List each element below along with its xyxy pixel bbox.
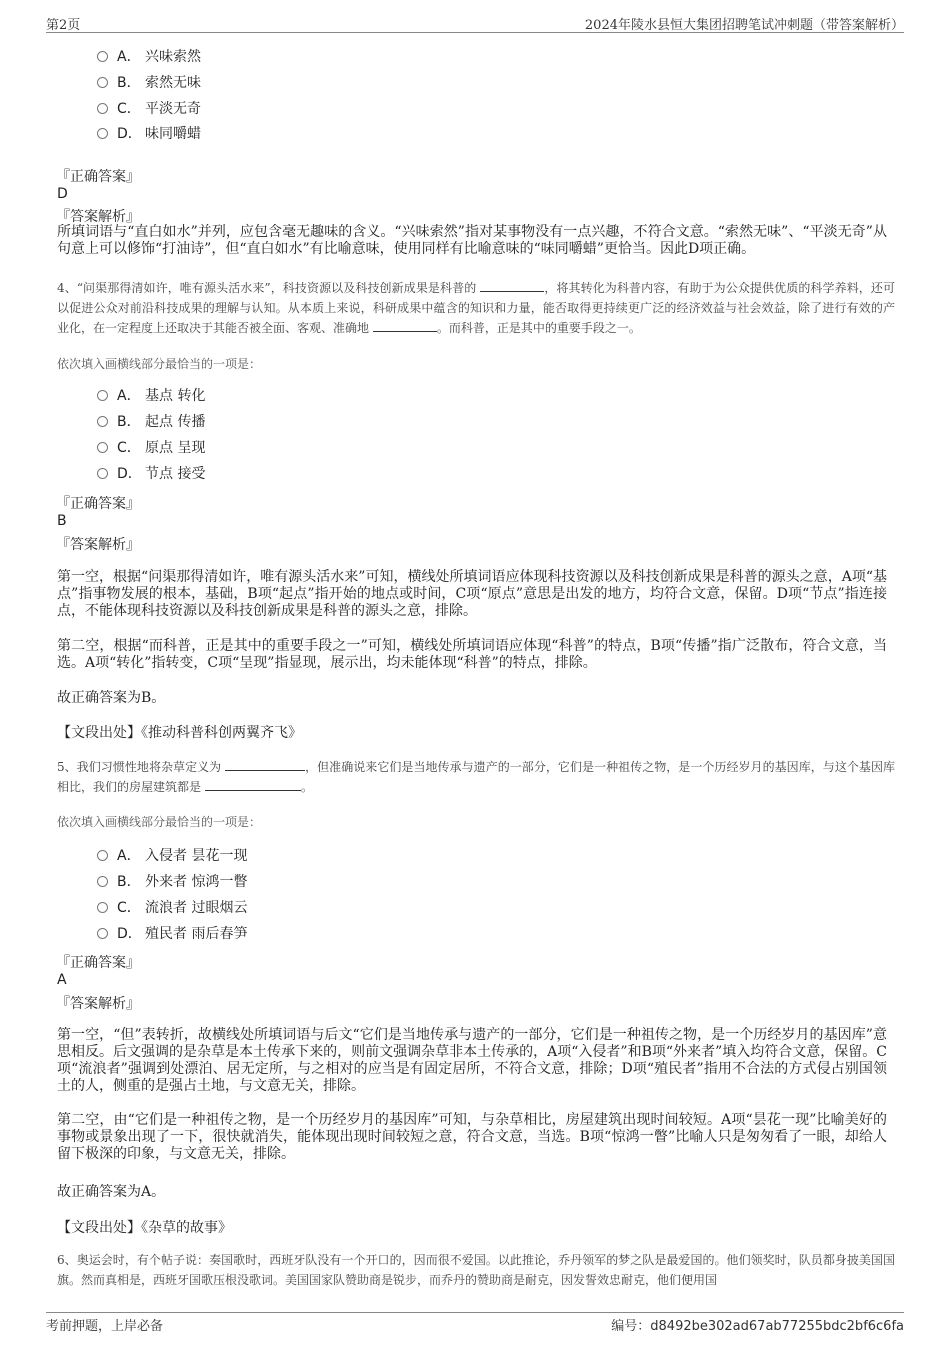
q3-correct-label: 『正确答案』 bbox=[56, 169, 140, 185]
q5-conclusion: 故正确答案为A。 bbox=[57, 1184, 166, 1200]
q5-question: 5、我们习惯性地将杂草定义为 ，但准确说来它们是当地传承与遗产的一部分，它们是一种祖传之物，是一个历经岁月的基因库，与这个基因库相比，我们的房屋建筑都是 。 bbox=[57, 760, 895, 794]
q3-analysis: 所填词语与“直白如水”并列，应包含毫无趣味的含义。“兴味索然”指对某事物没有一点兴趣，不符合文意。“索然无味”、“平淡无奇”从句意上可以修饰“打油诗”，但“直白如水”有比喻意味，使用同样有比喻意味的“味同嚼蜡”更恰当。因此D项正确。 bbox=[57, 224, 887, 257]
footer-slogan: 考前押题，上岸必备 bbox=[46, 1319, 164, 1334]
q5-analysis-2: 第二空，由“它们是一种祖传之物，是一个历经岁月的基因库”可知，与杂草相比，房屋建筑出现时间较短。A项“昙花一现”比喻美好的事物或景象出现了一下，很快就消失，能体现出现时间较短之意，符合文意，当选。B项“惊鸿一瞥”比喻人只是匆匆看了一眼，却给人留下极深的印象，与文意无关，排除。 bbox=[57, 1112, 887, 1162]
q3-option-c[interactable]: C． 平淡无奇 bbox=[97, 98, 201, 120]
q4-question: 4、“问渠那得清如许，唯有源头活水来”，科技资源以及科技创新成果是科普的 ，将其转化为科普内容，有助于为公众提供优质的科学养料，还可以促进公众对前沿科技成果的理解与认知。从本质上来说，科研成果中蕴含的知识和力量，能否取得更持续更广泛的经济效益与社会效益，除了进行有效的产业化，在一定程度上还取决于其能否被全面、客观、准确地 。而科普，正是其中的重要手段之一。 bbox=[57, 281, 895, 335]
q3-option-d[interactable]: D． 味同嚼蜡 bbox=[97, 123, 201, 145]
q6-question: 6、奥运会时，有个帖子说：奏国歌时，西班牙队没有一个开口的，因而很不爱国。以此推论，乔丹领军的梦之队是最爱国的。他们领奖时，队员都身披美国国旗。然而真相是，西班牙国歌压根没歌词。美国国家队赞助商是锐步，而乔丹的赞助商是耐克，因发誓效忠耐克，他们便用国 bbox=[57, 1253, 895, 1287]
blank-line bbox=[225, 758, 305, 771]
q3-option-b[interactable]: B． 索然无味 bbox=[97, 72, 201, 94]
q4-analysis-2: 第二空，根据“而科普，正是其中的重要手段之一”可知，横线处所填词语应体现“科普”的特点，B项“传播”指广泛散布，符合文意，当选。A项“转化”指转变，C项“呈现”指显现，展示出，均未能体现“科普”的特点，排除。 bbox=[57, 638, 887, 671]
q4-conclusion: 故正确答案为B。 bbox=[57, 690, 166, 706]
footer-code: 编号：d8492be302ad67ab77255bdc2bf6c6fa bbox=[611, 1319, 904, 1334]
q4-analysis-label: 『答案解析』 bbox=[56, 537, 140, 553]
q5-prompt: 依次填入画横线部分最恰当的一项是： bbox=[57, 815, 262, 829]
page-footer bbox=[46, 1312, 904, 1335]
q5-analysis-label: 『答案解析』 bbox=[56, 996, 140, 1012]
q4-analysis-1: 第一空，根据“问渠那得清如许，唯有源头活水来”可知，横线处所填词语应体现科技资源以及科技创新成果是科普的源头之意，A项“基点”指事物发展的根本，基础，B项“起点”指开始的地点或时间，C项“原点”意思是出发的地方，均符合文意，保留。D项“节点”指连接点，不能体现科技资源以及科技创新成果是科普的源头之意，排除。 bbox=[57, 569, 887, 619]
q5-source: 【文段出处】《杂草的故事》 bbox=[57, 1220, 232, 1236]
q4-option-b[interactable]: B． 起点 传播 bbox=[97, 411, 205, 433]
q4-option-a[interactable]: A． 基点 转化 bbox=[97, 385, 205, 407]
document-title: 2024年陵水县恒大集团招聘笔试冲刺题（带答案解析） bbox=[584, 18, 904, 33]
q5-analysis-1: 第一空，“但”表转折，故横线处所填词语与后文“它们是当地传承与遗产的一部分，它们是一种祖传之物，是一个历经岁月的基因库”意思相反。后文强调的是杂草是本土传承下来的，则前文强调杂草非本土传承的，A项“入侵者”和B项“外来者”填入均符合文意，保留。C项“流浪者”强调到处漂泊、居无定所，与之相对的应当是有固定居所，不符合文意，排除；D项“殖民者”指用不合法的方式侵占别国领土的人，侧重的是强占土地，与文意无关，排除。 bbox=[57, 1027, 887, 1094]
q3-option-a[interactable]: A． 兴味索然 bbox=[97, 46, 201, 68]
radio-icon[interactable] bbox=[97, 468, 108, 479]
blank-line bbox=[205, 778, 301, 791]
radio-icon[interactable] bbox=[97, 128, 108, 139]
q5-option-c[interactable]: C． 流浪者 过眼烟云 bbox=[97, 897, 247, 919]
radio-icon[interactable] bbox=[97, 902, 108, 913]
radio-icon[interactable] bbox=[97, 51, 108, 62]
blank-line bbox=[373, 319, 437, 332]
blank-line bbox=[480, 279, 544, 292]
radio-icon[interactable] bbox=[97, 928, 108, 939]
q3-answer: D bbox=[57, 186, 68, 202]
q4-prompt: 依次填入画横线部分最恰当的一项是： bbox=[57, 357, 262, 371]
q4-source: 【文段出处】《推动科普科创两翼齐飞》 bbox=[57, 725, 302, 741]
q4-option-d[interactable]: D． 节点 接受 bbox=[97, 463, 205, 485]
q5-option-d[interactable]: D． 殖民者 雨后春笋 bbox=[97, 923, 247, 945]
radio-icon[interactable] bbox=[97, 850, 108, 861]
radio-icon[interactable] bbox=[97, 442, 108, 453]
q5-option-b[interactable]: B． 外来者 惊鸿一瞥 bbox=[97, 871, 247, 893]
q5-correct-label: 『正确答案』 bbox=[56, 955, 140, 971]
q3-analysis-label: 『答案解析』 bbox=[56, 209, 140, 225]
radio-icon[interactable] bbox=[97, 77, 108, 88]
q4-option-c[interactable]: C． 原点 呈现 bbox=[97, 437, 205, 459]
radio-icon[interactable] bbox=[97, 390, 108, 401]
q5-option-a[interactable]: A． 入侵者 昙花一现 bbox=[97, 845, 247, 867]
q5-answer: A bbox=[57, 972, 67, 988]
page-number: 第2页 bbox=[46, 18, 81, 33]
q4-answer: B bbox=[57, 513, 67, 529]
page-header bbox=[46, 14, 904, 33]
radio-icon[interactable] bbox=[97, 416, 108, 427]
radio-icon[interactable] bbox=[97, 876, 108, 887]
q4-correct-label: 『正确答案』 bbox=[56, 496, 140, 512]
radio-icon[interactable] bbox=[97, 103, 108, 114]
